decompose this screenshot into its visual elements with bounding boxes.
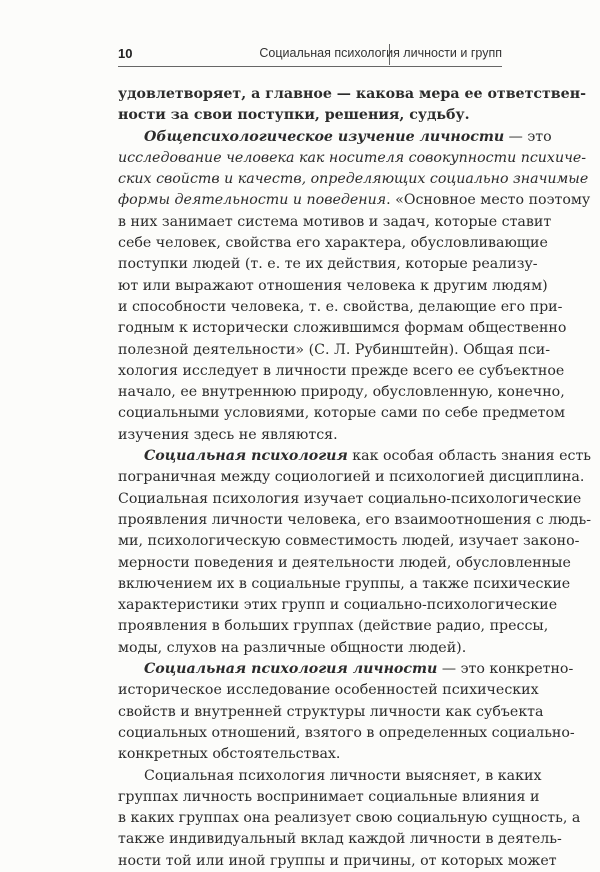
page-number: 10 (118, 46, 133, 61)
text-run: себе человек, свойства его характера, обусловливающие (118, 235, 548, 252)
text-line (118, 361, 565, 382)
text-run: пограничная между социологией и психологией дисциплина. (118, 469, 585, 486)
text-line (118, 190, 591, 211)
term-heading: Социальная психология (144, 448, 348, 465)
text-line (118, 425, 502, 446)
text-line (118, 169, 589, 190)
text-run: также индивидуальный вклад каждой личности в деятель- (118, 831, 562, 848)
text-run: проявления в больших группах (действие радио, прессы, (118, 618, 549, 635)
text-line (118, 212, 552, 233)
text-run: в каких группах она реализует свою социальную сущность, а (118, 810, 581, 827)
text-run: характеристики этих групп и социально-психологические (118, 597, 558, 614)
text-line (118, 148, 587, 169)
text-run: проявления личности человека, его взаимоотношения с людь- (118, 511, 591, 528)
text-line (118, 84, 586, 105)
text-line (118, 297, 563, 318)
text-run: — это (504, 128, 552, 145)
text-run: годным к исторически сложившимся формам общественно (118, 320, 567, 337)
text-run: историческое исследование особенностей психических (118, 682, 539, 699)
text-run: — это конкретно- (437, 661, 574, 678)
text-run: ют или выражают отношения человека к другим людям) (118, 277, 548, 294)
term-heading: Социальная психология личности (144, 661, 438, 678)
text-line (118, 254, 538, 275)
text-run: начало, ее внутреннюю природу, обусловленную, конечно, (118, 384, 565, 401)
text-line (118, 403, 566, 424)
text-run: свойств и внутренней структуры личности как субъекта (118, 703, 544, 720)
text-run: конкретных обстоятельствах. (118, 746, 341, 763)
paragraph-first-line (118, 446, 592, 467)
text-line (118, 318, 567, 339)
text-run: в них занимает система мотивов и задач, которые ставит (118, 213, 552, 230)
text-line (118, 723, 575, 744)
text-run: мерности поведения и деятельности людей, обусловленные (118, 554, 571, 571)
text-run: как особая область знания есть (347, 448, 592, 465)
term-heading: Общепсихологическое изучение личности (144, 128, 505, 145)
paragraph-first-line (118, 659, 574, 680)
text-line (118, 382, 565, 403)
italic-text: формы деятельности и поведения (118, 192, 387, 209)
paragraph-first-line (118, 766, 542, 787)
text-line (118, 829, 562, 850)
text-run: Социальная психология изучает социально-психологические (118, 490, 582, 507)
text-line (118, 616, 549, 637)
text-line (118, 680, 539, 701)
header-rule (118, 66, 502, 67)
body-text (118, 84, 592, 872)
running-title: Социальная психология личности и групп (259, 46, 502, 60)
text-line (118, 105, 502, 126)
text-run: группах личность воспринимает социальные влияния и (118, 788, 540, 805)
paragraph-first-line (118, 127, 552, 148)
text-run: и способности человека, т. е. свойства, делающие его при- (118, 298, 563, 315)
text-line (118, 233, 548, 254)
bold-text: удовлетворяет, а главное — какова мера ее ответствен- (118, 86, 586, 102)
text-line (118, 808, 581, 829)
text-run: полезной деятельности» (С. Л. Рубинштейн). Общая пси- (118, 341, 551, 358)
text-line (118, 851, 557, 872)
italic-text: исследование человека как носителя совокупности психиче- (118, 149, 587, 166)
text-line (118, 787, 540, 808)
text-line (118, 702, 544, 723)
text-line (118, 510, 591, 531)
text-run: ности той или иной группы и причины, от которых может (118, 852, 557, 869)
bold-text: ности за свои поступки, решения, судьбу. (118, 107, 470, 124)
text-line (118, 638, 502, 659)
text-run: изучения здесь не являются. (118, 426, 338, 443)
text-run: поступки людей (т. е. те их действия, которые реализу- (118, 256, 538, 273)
text-line (118, 595, 558, 616)
text-run: включением их в социальные группы, а также психические (118, 575, 571, 592)
text-line (118, 744, 502, 765)
text-line (118, 467, 585, 488)
text-run: хология исследует в личности прежде всего ее субъектное (118, 362, 565, 379)
text-line (118, 276, 548, 297)
text-line (118, 489, 582, 510)
text-run: . «Основное место поэтому (386, 192, 591, 209)
text-run: социальными условиями, которые сами по себе предметом (118, 405, 566, 422)
text-line (118, 574, 571, 595)
text-run: ми, психологическую совместимость людей, изучает законо- (118, 533, 580, 550)
text-line (118, 340, 551, 361)
text-run: Социальная психология личности выясняет, в каких (144, 767, 542, 784)
text-run: моды, слухов на различные общности людей). (118, 639, 467, 656)
italic-text: ских свойств и качеств, определяющих социально значимые (118, 171, 589, 188)
text-line (118, 531, 580, 552)
text-line (118, 553, 571, 574)
text-run: социальных отношений, взятого в определенных социально- (118, 724, 575, 741)
page-header (118, 44, 502, 70)
